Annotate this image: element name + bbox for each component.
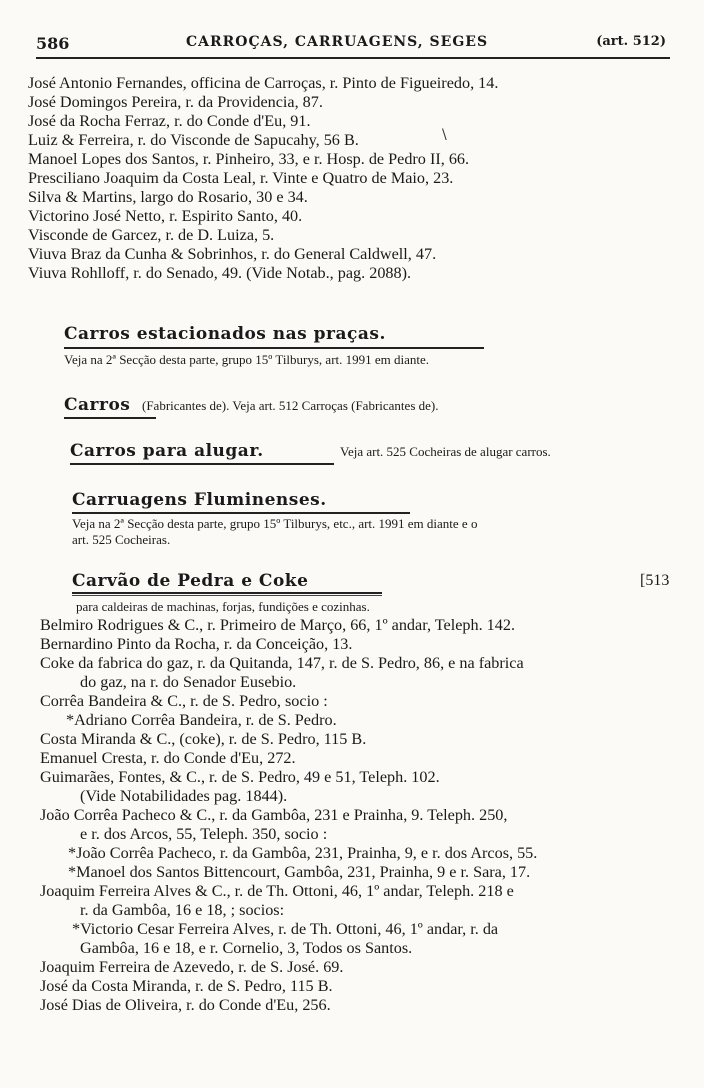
list-item: Luiz & Ferreira, r. do Visconde de Sapucahy, 56 B. — [28, 131, 359, 149]
section-rule — [72, 592, 382, 594]
header-rule — [36, 57, 670, 59]
list-item: r. da Gambôa, 16 e 18, ; socios: — [80, 901, 285, 919]
list-item: Coke da fabrica do gaz, r. da Quitanda, 147, r. de S. Pedro, 86, e na fabrica — [40, 654, 524, 672]
section-rule — [64, 347, 484, 349]
list-item: José da Costa Miranda, r. de S. Pedro, 115 B. — [40, 977, 333, 995]
stray-mark: \ — [442, 127, 447, 143]
section-note: Veja na 2ª Secção desta parte, grupo 15º Tilburys, art. 1991 em diante. — [64, 352, 430, 367]
list-item: José Dias de Oliveira, r. do Conde d'Eu, 256. — [40, 996, 331, 1014]
list-item: Viuva Rohlloff, r. do Senado, 49. (Vide Notab., pag. 2088). — [28, 264, 412, 282]
article-reference: (art. 512) — [596, 34, 666, 49]
list-item: e r. dos Arcos, 55, Teleph. 350, socio : — [80, 825, 328, 843]
section-rule — [72, 512, 410, 514]
article-code: [513 — [640, 572, 670, 589]
list-item: Gambôa, 16 e 18, e r. Cornelio, 3, Todos os Santos. — [80, 939, 413, 957]
page-title: CARROÇAS, CARRUAGENS, SEGES — [186, 34, 489, 50]
section-note: Veja na 2ª Secção desta parte, grupo 15º Tilburys, etc., art. 1991 em diante e o — [72, 516, 478, 531]
list-item: *João Corrêa Pacheco, r. da Gambôa, 231, Prainha, 9, e r. dos Arcos, 55. — [68, 844, 538, 862]
list-item: Silva & Martins, largo do Rosario, 30 e 34. — [28, 188, 308, 206]
list-item: Guimarães, Fontes, & C., r. de S. Pedro, 49 e 51, Teleph. 102. — [40, 768, 440, 786]
list-item: Emanuel Cresta, r. do Conde d'Eu, 272. — [40, 749, 296, 767]
list-item: João Corrêa Pacheco & C., r. da Gambôa, 231 e Prainha, 9. Teleph. 250, — [40, 806, 508, 824]
section-subtitle: para caldeiras de machinas, forjas, fundições e cozinhas. — [76, 599, 370, 614]
section-heading: Carros para alugar. — [70, 441, 264, 461]
list-item: José Domingos Pereira, r. da Providencia, 87. — [28, 93, 323, 111]
list-item: Visconde de Garcez, r. de D. Luiza, 5. — [28, 226, 275, 244]
list-item: Costa Miranda & C., (coke), r. de S. Pedro, 115 B. — [40, 730, 367, 748]
section-heading: Carros — [64, 395, 131, 415]
section-heading: Carruagens Fluminenses. — [72, 490, 327, 510]
section-rule — [64, 417, 156, 419]
list-item: (Vide Notabilidades pag. 1844). — [80, 787, 288, 805]
list-item: *Victorio Cesar Ferreira Alves, r. de Th. Ottoni, 46, 1º andar, r. da — [72, 920, 499, 938]
list-item: Manoel Lopes dos Santos, r. Pinheiro, 33, e r. Hosp. de Pedro II, 66. — [28, 150, 470, 168]
section-note: art. 525 Cocheiras. — [72, 532, 171, 547]
list-item: José da Rocha Ferraz, r. do Conde d'Eu, 91. — [28, 112, 311, 130]
list-item: Victorino José Netto, r. Espirito Santo, 40. — [28, 207, 303, 225]
section-note: (Fabricantes de). Veja art. 512 Carroças (Fabricantes de). — [142, 398, 439, 413]
section-heading: Carvão de Pedra e Coke — [72, 571, 309, 591]
section-rule — [72, 595, 382, 596]
list-item: Joaquim Ferreira Alves & C., r. de Th. Ottoni, 46, 1º andar, Teleph. 218 e — [40, 882, 514, 900]
running-header — [36, 34, 672, 56]
section-rule — [70, 463, 334, 465]
list-item: Belmiro Rodrigues & C., r. Primeiro de Março, 66, 1º andar, Teleph. 142. — [40, 616, 515, 634]
list-item: Corrêa Bandeira & C., r. de S. Pedro, socio : — [40, 692, 328, 710]
list-item: Viuva Braz da Cunha & Sobrinhos, r. do General Caldwell, 47. — [28, 245, 437, 263]
list-item: *Manoel dos Santos Bittencourt, Gambôa, 231, Prainha, 9 e r. Sara, 17. — [68, 863, 531, 881]
section-heading: Carros estacionados nas praças. — [64, 324, 386, 344]
list-item: Bernardino Pinto da Rocha, r. da Conceição, 13. — [40, 635, 353, 653]
list-item: José Antonio Fernandes, officina de Carroças, r. Pinto de Figueiredo, 14. — [28, 74, 499, 92]
list-item: Presciliano Joaquim da Costa Leal, r. Vinte e Quatro de Maio, 23. — [28, 169, 454, 187]
list-item: Joaquim Ferreira de Azevedo, r. de S. José. 69. — [40, 958, 344, 976]
page-number: 586 — [36, 34, 70, 53]
list-item: *Adriano Corrêa Bandeira, r. de S. Pedro. — [66, 711, 337, 729]
list-item: do gaz, na r. do Senador Eusebio. — [80, 673, 297, 691]
section-note: Veja art. 525 Cocheiras de alugar carros. — [340, 444, 551, 459]
